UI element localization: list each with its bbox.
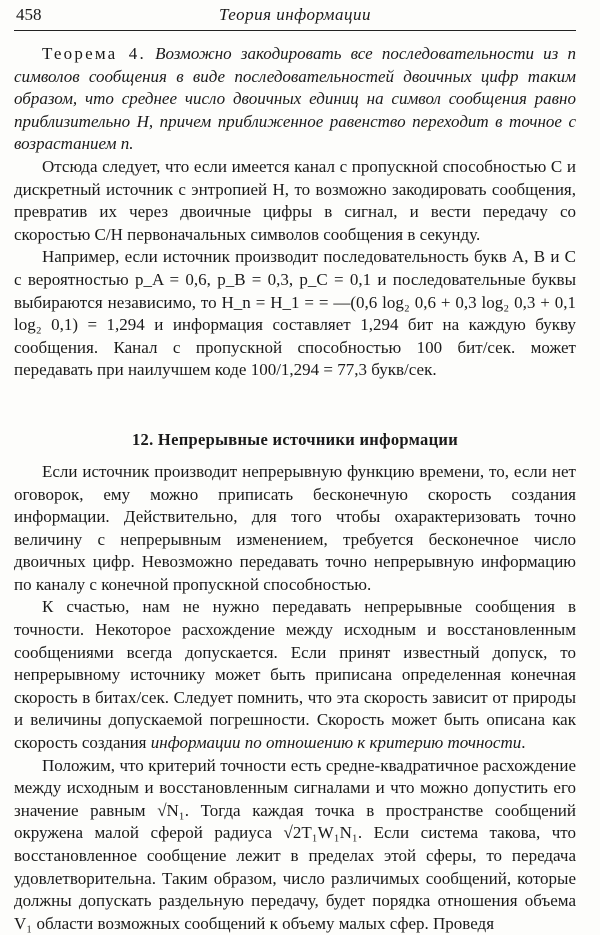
section-title: 12. Непрерывные источники информации (131, 429, 459, 449)
fidelity-end: . (521, 733, 526, 753)
paragraph-continuous-source: Если источник производит непрерывную функцию времени, то, если нет оговорок, ему можно приписать бесконечную скорость создания информации. Действительно, для того чтобы охарактеризовать точно величину с непрерывным изменением, требуется бесконечное число двоичных цифр. Невозможно передавать точно непрерывную информацию по каналу с конечной пропускной способностью. (14, 461, 576, 594)
page-header (14, 0, 576, 31)
paragraph-rms-criterion: Положим, что критерий точности есть средне-квадратичное расхождение между исходным и восстановленным сигналами и что можно допустить его значение равным √N₁. Тогда каждая точка в пространстве сообщений окружена малой сферой радиуса √2T₁W₁N₁. Если система такова, что восстановленное сообщение лежит в пределах этой сферы, то передача удовлетворительна. Таким образом, число различимых сообщений, которые должны допускать раздельную передачу, будет порядка отношения объема V₁ области возможных сообщений к объему малых сфер. Проведя (14, 755, 576, 933)
paragraph-example: Например, если источник производит последовательность букв A, B и C с вероятностью p_A = 0,6, p_B = 0,3, p_C = 0,1 и последовательные буквы выбираются независимо, то H_n = H_1 = = —(0,6 log₂ 0,6 + 0,3 log₂ 0,3 + 0,1 log₂ 0,1) = 1,294 и информация составляет 1,294 бит на каждую букву сообщения. Канал с пропускной способностью 100 бит/сек. может передавать при наилучшем коде 100/1,294 = 77,3 букв/сек. (14, 247, 576, 380)
theorem-label: Теорема 4. (42, 44, 146, 63)
fidelity-text: К счастью, нам не нужно передавать непрерывные сообщения в точности. Некоторое расхождение между исходным и восстановленным сообщениями всегда допускается. Если принят известный допуск, то непрерывному источнику может быть приписана определенная конечная скорость в битах/сек. Следует помнить, что эта скорость зависит от природы и величины допускаемой погрешности. Скорость может быть описана как скорость создания (14, 597, 576, 753)
paragraph-fidelity (14, 596, 576, 754)
running-title: Теория информации (218, 5, 372, 24)
theorem-text: Возможно закодировать все последовательности из n символов сообщения в виде последовательностей двоичных цифр таким образом, что среднее число двоичных единиц на символ сообщения равно приблизительно H, причем приближенное равенство переходит в точное с возрастанием n. (14, 44, 576, 154)
paragraph-channel-capacity: Отсюда следует, что если имеется канал с пропускной способностью C и дискретный источник с энтропией H, то возможно закодировать сообщения, превратив их через двоичные цифры в сигнал, и вести передачу со скоростью C/H первоначальных символов сообщения в секунду. (14, 156, 576, 244)
page-number: 458 (16, 5, 42, 24)
fidelity-emphasis: информации по отношению к критерию точности (150, 733, 522, 753)
theorem-paragraph (14, 43, 576, 156)
